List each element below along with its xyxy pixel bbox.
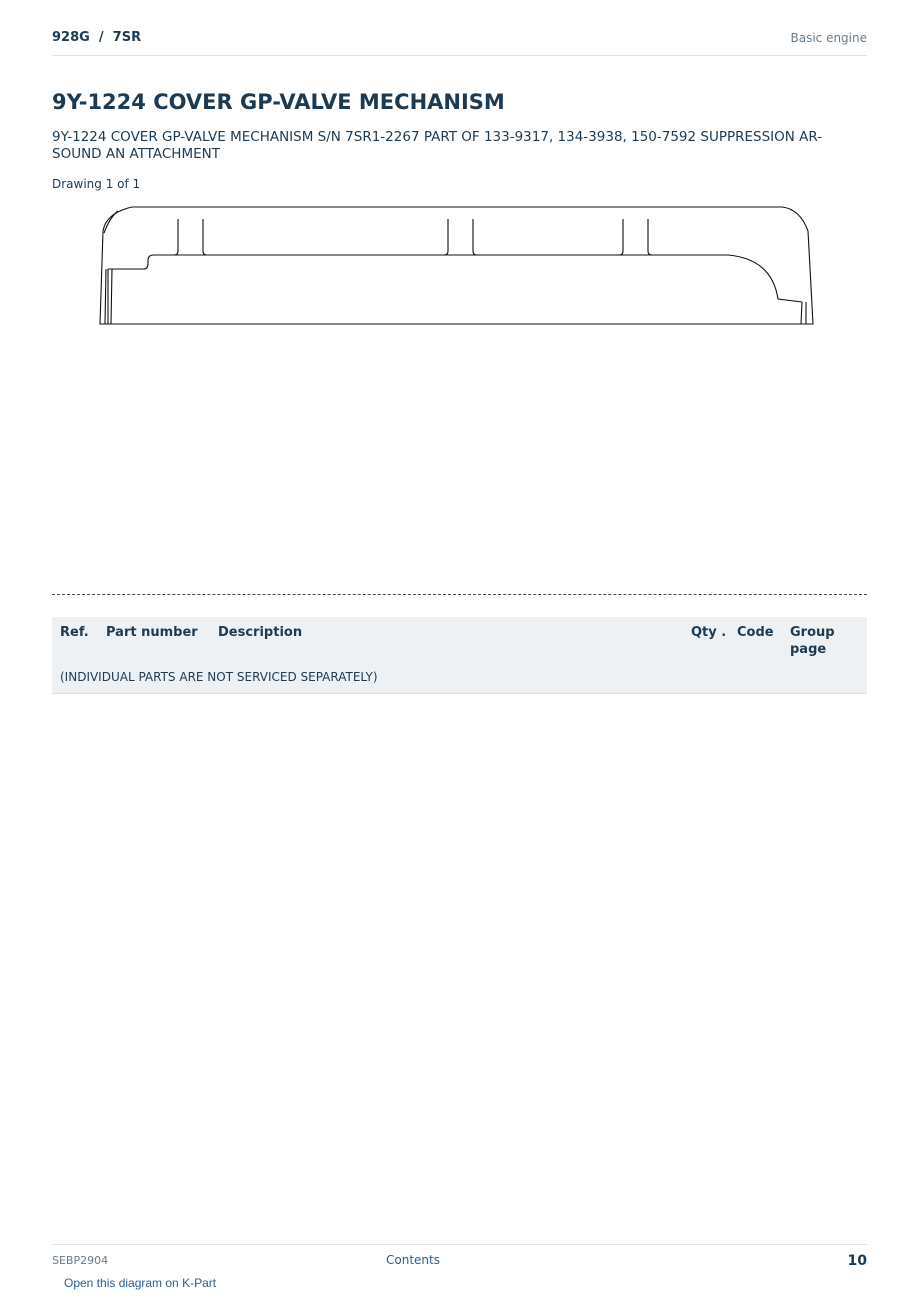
rib-4 (473, 219, 477, 255)
col-qty: Qty . (691, 625, 727, 640)
contents-link[interactable]: Contents (386, 1253, 440, 1267)
model-label: 928G / 7SR (52, 30, 142, 45)
parts-table (52, 617, 867, 694)
page-title: 9Y-1224 COVER GP-VALVE MECHANISM (52, 90, 505, 114)
col-ref: Ref. (60, 625, 89, 640)
valve-cover-drawing (96, 203, 818, 329)
drawing-label: Drawing 1 of 1 (52, 177, 141, 191)
left-edge-line-2 (111, 269, 112, 324)
col-group-page: Group page (790, 625, 835, 657)
rib-3 (444, 219, 448, 255)
inner-floor-line (154, 255, 802, 302)
part-description: 9Y-1224 COVER GP-VALVE MECHANISM S/N 7SR1-2267 PART OF 133-9317, 134-3938, 150-7592 SUPPRESSION AR-SOUND AN ATTACHMENT (52, 129, 823, 162)
table-row (52, 663, 867, 693)
left-step-line (108, 255, 154, 269)
page-header (52, 28, 867, 56)
page-footer (52, 1244, 867, 1275)
rib-2 (203, 219, 207, 255)
col-part-number: Part number (106, 625, 198, 640)
right-edge-line-1 (801, 302, 802, 324)
rib-6 (648, 219, 652, 255)
service-note: (INDIVIDUAL PARTS ARE NOT SERVICED SEPARATELY) (60, 670, 378, 684)
rib-1 (174, 219, 178, 255)
rib-5 (619, 219, 623, 255)
cover-outline (100, 207, 813, 324)
page-number: 10 (847, 1253, 867, 1269)
col-code: Code (737, 625, 774, 640)
section-label: Basic engine (790, 31, 867, 45)
col-description: Description (218, 625, 303, 640)
table-header-row (52, 617, 867, 663)
open-kpart-link[interactable]: Open this diagram on K-Part (64, 1276, 217, 1290)
left-edge-line-1 (105, 269, 106, 324)
document-id: SEBP2904 (52, 1254, 109, 1267)
section-divider (52, 594, 867, 595)
